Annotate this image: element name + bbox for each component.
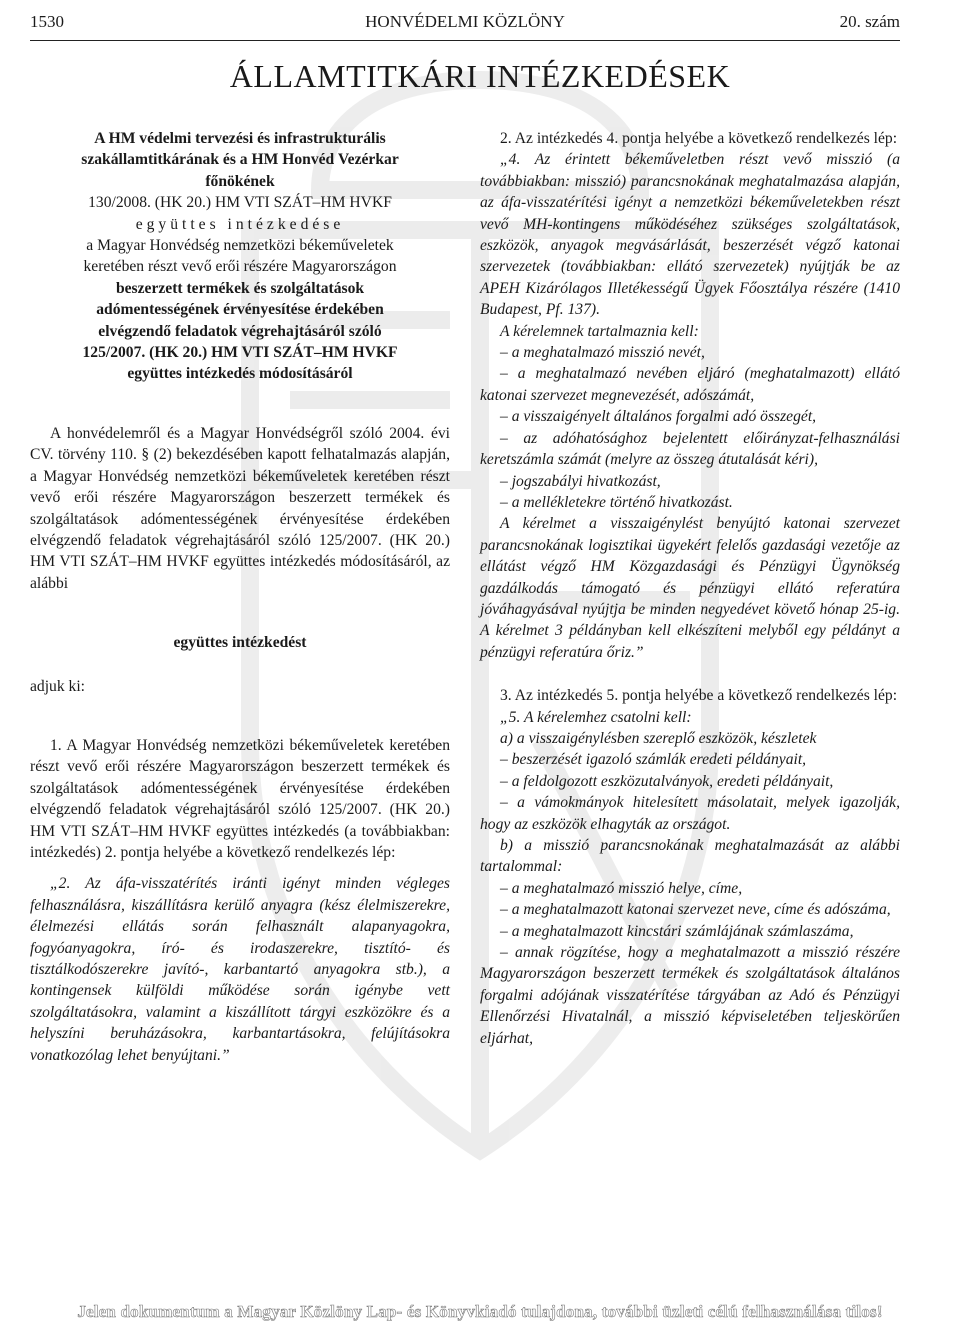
- heading-line: keretében részt vevő erői részére Magyarországon: [83, 258, 397, 276]
- footer-notice: Jelen dokumentum a Magyar Közlöny Lap- és Könyvkiadó tulajdona, további üzleti célú felhasználása tilos!: [77, 1302, 883, 1321]
- list-item: – a feldolgozott eszközutalványok, eredeti példányait,: [500, 772, 834, 790]
- list-item: – a vámokmányok hitelesített másolatait, melyek igazolják, hogy az eszközök elhagyták az országot.: [480, 794, 900, 833]
- heading-line: együttes intézkedés módosításáról: [127, 365, 353, 383]
- heading-line: főnökének: [205, 172, 275, 190]
- right-column: [480, 128, 900, 1049]
- list-item: – beszerzését igazoló számlák eredeti példányait,: [500, 751, 807, 769]
- list-item: – jogszabályi hivatkozást,: [500, 472, 661, 490]
- list-a-intro: a) a visszaigénylésben szereplő eszközök, készletek: [500, 729, 817, 747]
- issue-number: 20. szám: [839, 12, 900, 31]
- list-item: – az adóhatósághoz bejelentett előirányzat-felhasználási keretszámla számát (melyre az összeg átutalását kéri),: [480, 429, 900, 469]
- point-1: 1. A Magyar Honvédség nemzetközi békeműveletek keretében részt vevő erői részére Magyarországon beszerzett termékek és szolgáltatások adómentességének érvényesítése érdekében elvégzendő feladatok végrehajtásáról szóló 125/2007. (HK 20.) HM VTI SZÁT–HM HVKF együttes intézkedés (a továbbiakban: intézkedés) 2. pontja helyébe a következő rendelkezés lép:: [30, 736, 450, 861]
- section-title: ÁLLAMTITKÁRI INTÉZKEDÉSEK: [229, 58, 731, 94]
- point-3-quote-intro: „5. A kérelemhez csatolni kell:: [500, 708, 692, 726]
- heading-line: elvégzendő feladatok végrehajtásáról szóló: [98, 322, 382, 340]
- heading-line: adómentességének érvényesítése érdekében: [96, 301, 384, 319]
- list-item: – a meghatalmazó misszió nevét,: [500, 344, 705, 362]
- heading-line: a Magyar Honvédség nemzetközi békeműveletek: [86, 237, 394, 255]
- heading-line: együttes intézkedése: [135, 215, 345, 233]
- list-item: – a visszaigényelt általános forgalmi adó összegét,: [500, 408, 817, 426]
- list-b-intro: b) a misszió parancsnokának meghatalmazását az alábbi tartalommal:: [480, 837, 900, 876]
- point-2: 2. Az intézkedés 4. pontja helyébe a következő rendelkezés lép:: [500, 130, 898, 147]
- heading-line: szakállamtitkárának és a HM Honvéd Vezérkar: [81, 151, 399, 169]
- intro-paragraph: A honvédelemről és a Magyar Honvédségről szóló 2004. évi CV. törvény 110. § (2) bekezdésében kapott felhatalmazás alapján, a Magyar Honvédség nemzetközi békeműveletek keretében részt vevő erői részére Magyarországon beszerzett termékek és szolgáltatások adómentességének érvényesítése érdekében elvégzendő feladatok végrehajtásáról szóló 125/2007. (HK 20.) HM VTI SZÁT–HM HVKF együttes intézkedés módosításáról, az alábbi: [30, 424, 450, 592]
- point-3: 3. Az intézkedés 5. pontja helyébe a következő rendelkezés lép:: [500, 687, 898, 705]
- header-rule: [30, 40, 900, 41]
- heading-line: beszerzett termékek és szolgáltatások: [115, 279, 365, 297]
- document-heading: [30, 128, 450, 385]
- page-header: [30, 12, 900, 38]
- center-bold-label: együttes intézkedést: [173, 634, 307, 652]
- point-1-quote: „2. Az áfa-visszatérítés iránti igényt minden végleges felhasználásra, kiszállításra kerülő anyagra (kész élelmiszerekre, élelmezési ellátás során felhasznált alapanyagokra, fogyóanyagokra, író- és irodaszerekre, tisztító- és tisztálkodószerekre javító-, karbantartó anyagokra stb.), a kontingensek külföldi működése során igénybe vett szolgáltatásokra, valamint a kiszállított tárgyi eszközökre és a helyszíni beruházásokra, karbantartásokra, felújításokra vonatkozólag lehet benyújtani.”: [30, 875, 450, 1064]
- left-column: [30, 128, 450, 1066]
- page-number: 1530: [30, 12, 64, 31]
- kerelem-close: A kérelmet a visszaigénylést benyújtó katonai szervezet parancsnokának logisztikai ügyekért felelős gazdasági vezetője az ellátást végző HM Közgazdasági és Pénzügyi Ügynökség gazdálkodás támogató és pénzügyi ellátó referatúra jóváhagyásával nyújtja be minden negyedévet követő hónap 25-ig. A kérelmet 3 példányban kell elkészíteni melyből egy példányt a pénzügyi referatúra őriz.”: [480, 515, 900, 661]
- heading-line: 125/2007. (HK 20.) HM VTI SZÁT–HM HVKF: [82, 344, 398, 362]
- point-2-quote: „4. Az érintett békeműveletben részt vevő misszió (a továbbiakban: misszió) parancsnokának meghatalmazása alapján, az áfa-visszatérítési igényt a nemzetközi békeműveletekben részt vevő MH-kontingens működéséhez szükséges szolgáltatások, eszközök, anyagok megvásárlását, beszerzését végző katonai szervezetek (továbbiakban: ellátó szervezetek) nyújtják be az APEH Kizárólagos Illetékességű Ügyek Főosztálya részére (1410 Budapest, Pf. 137).: [480, 151, 900, 319]
- list-item: – a meghatalmazott katonai szervezet neve, címe és adószáma,: [500, 901, 891, 919]
- kerelem-intro: A kérelemnek tartalmaznia kell:: [500, 322, 699, 340]
- list-item: – a mellékletekre történő hivatkozást.: [500, 493, 733, 511]
- heading-line: 130/2008. (HK 20.) HM VTI SZÁT–HM HVKF: [88, 194, 392, 212]
- list-item: – a meghatalmazó nevében eljáró (meghatalmazott) ellátó katonai szervezet megnevezését, adószámát,: [480, 365, 900, 404]
- list-item: – a meghatalmazó misszió helye, címe,: [500, 879, 743, 897]
- heading-line: A HM védelmi tervezési és infrastrukturális: [94, 130, 386, 147]
- list-item: – annak rögzítése, hogy a meghatalmazott a misszió részére Magyarországon beszerzett termékek és szolgáltatások általános forgalmi adójának visszatérítése tárgyában az Adó és Pénzügyi Ellenőrzési Hivatalnál, a misszió képviseletében teljeskörűen eljárhat,: [480, 944, 900, 1047]
- list-item: – a meghatalmazott kincstári számlájának számlaszáma,: [500, 922, 854, 940]
- journal-title: HONVÉDELMI KÖZLÖNY: [365, 12, 565, 31]
- adjuk-ki: adjuk ki:: [30, 677, 86, 695]
